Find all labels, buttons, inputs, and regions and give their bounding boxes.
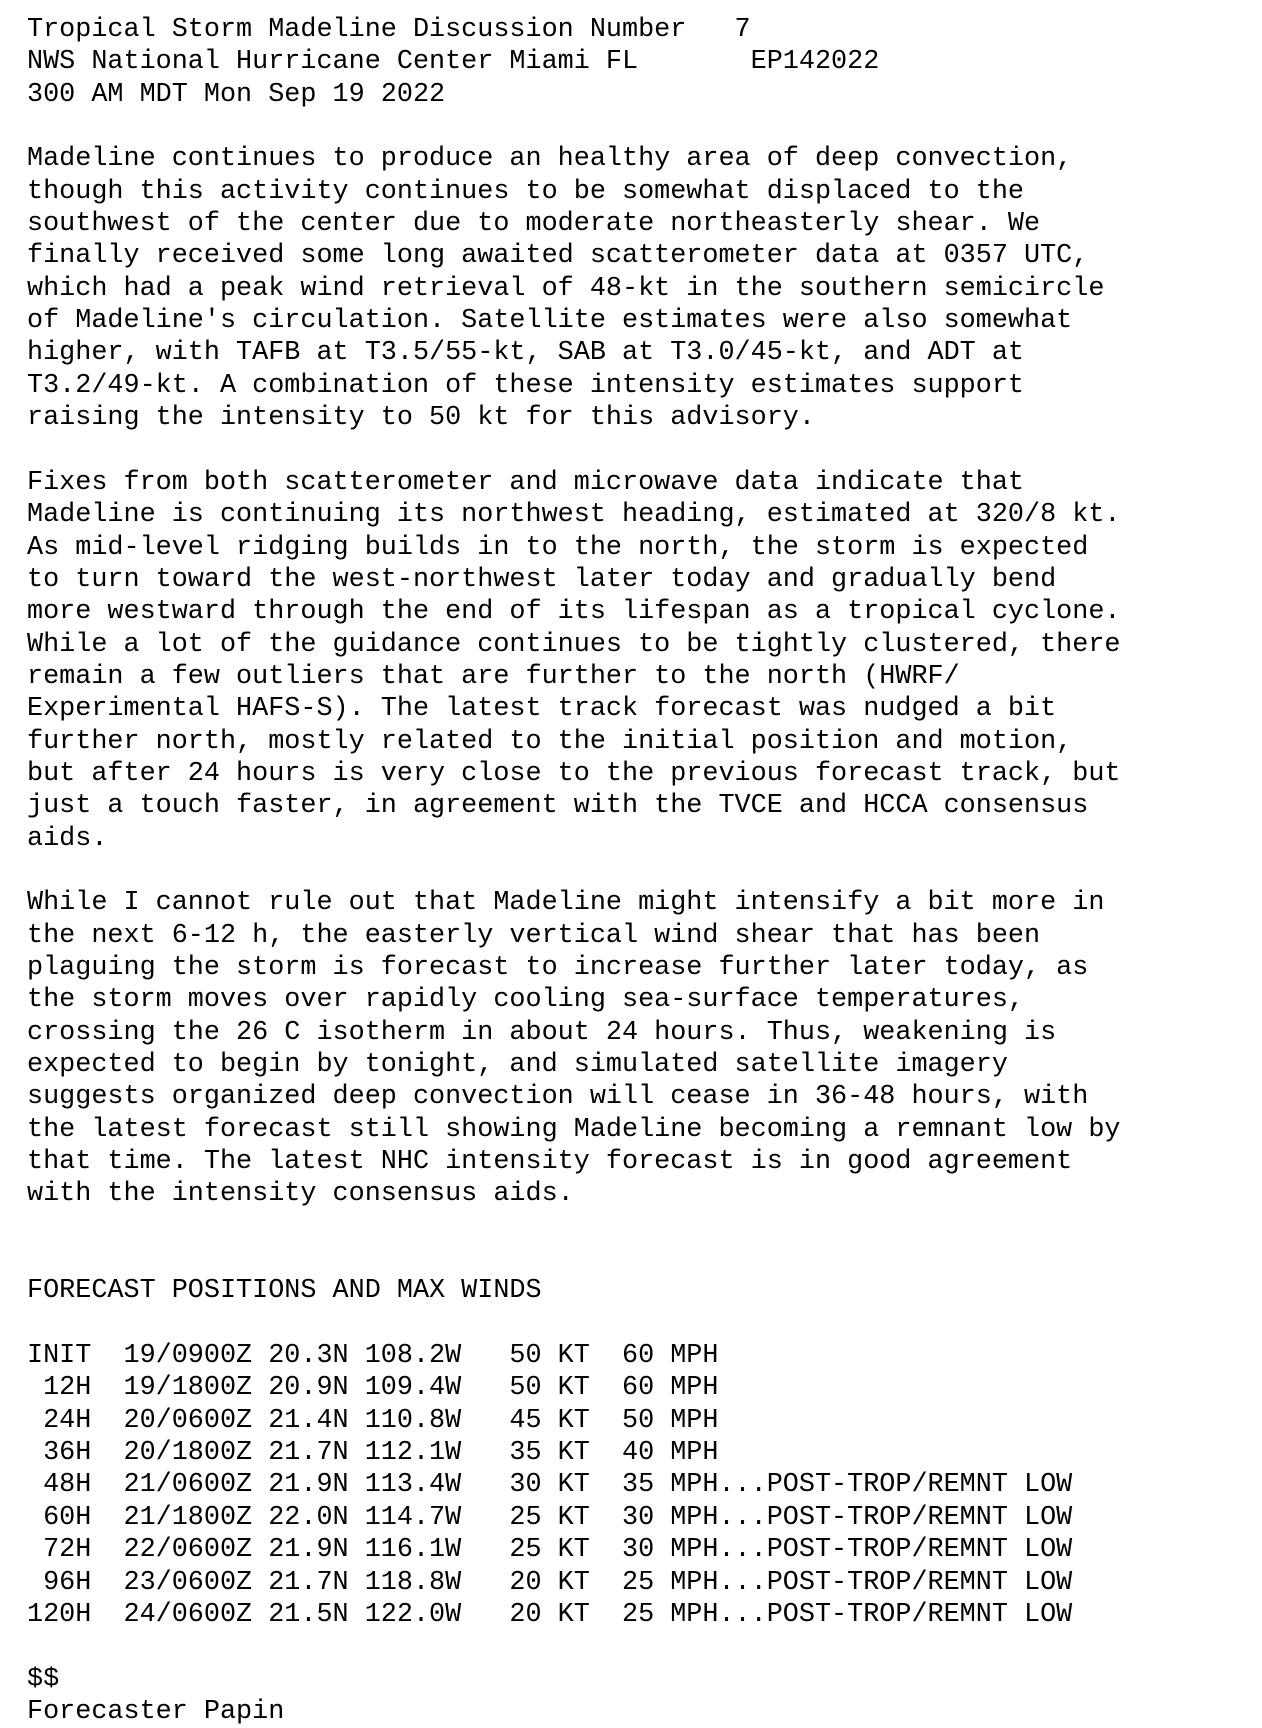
- paragraph-track-forecast: [27, 467, 1262, 855]
- text-line: raising the intensity to 50 kt for this advisory.: [27, 403, 815, 434]
- text-line: aids.: [27, 823, 108, 854]
- forecast-row: 36H 20/1800Z 21.7N 112.1W 35 KT 40 MPH: [27, 1438, 719, 1469]
- end-marker: $$: [27, 1664, 60, 1695]
- text-line: finally received some long awaited scatterometer data at 0357 UTC,: [27, 241, 1089, 272]
- forecast-row: 96H 23/0600Z 21.7N 118.8W 20 KT 25 MPH...POST-TROP/REMNT LOW: [27, 1567, 1073, 1598]
- text-line: Madeline is continuing its northwest heading, estimated at 320/8 kt.: [27, 500, 1121, 531]
- text-line: crossing the 26 C isotherm in about 24 hours. Thus, weakening is: [27, 1017, 1057, 1048]
- text-line: remain a few outliers that are further to the north (HWRF/: [27, 661, 960, 692]
- text-line: expected to begin by tonight, and simulated satellite imagery: [27, 1050, 1008, 1080]
- text-line: the latest forecast still showing Madeline becoming a remnant low by: [27, 1114, 1121, 1145]
- text-line: T3.2/49-kt. A combination of these intensity estimates support: [27, 370, 1025, 401]
- text-line: Experimental HAFS-S). The latest track forecast was nudged a bit: [27, 694, 1057, 725]
- text-line: the next 6-12 h, the easterly vertical wind shear that has been: [27, 920, 1041, 951]
- text-line: As mid-level ridging builds in to the north, the storm is expected: [27, 532, 1089, 563]
- text-line: which had a peak wind retrieval of 48-kt in the southern semicircle: [27, 273, 1105, 304]
- forecaster-signature: Forecaster Papin: [27, 1696, 285, 1727]
- spacer: [27, 1243, 1262, 1275]
- text-line: that time. The latest NHC intensity forecast is in good agreement: [27, 1147, 1073, 1178]
- discussion-title: Tropical Storm Madeline Discussion Number 7: [27, 15, 751, 45]
- text-line: further north, mostly related to the initial position and motion,: [27, 726, 1073, 757]
- text-line: While a lot of the guidance continues to be tightly clustered, there: [27, 629, 1121, 660]
- paragraph-intensity-analysis: [27, 143, 1262, 434]
- forecast-row: 12H 19/1800Z 20.9N 109.4W 50 KT 60 MPH: [27, 1373, 719, 1404]
- forecast-row: 120H 24/0600Z 21.5N 122.0W 20 KT 25 MPH...POST-TROP/REMNT LOW: [27, 1599, 1073, 1630]
- forecast-row: 48H 21/0600Z 21.9N 113.4W 30 KT 35 MPH...POST-TROP/REMNT LOW: [27, 1470, 1073, 1501]
- text-line: Fixes from both scatterometer and microwave data indicate that: [27, 467, 1025, 498]
- spacer: [27, 1211, 1262, 1243]
- forecast-row: INIT 19/0900Z 20.3N 108.2W 50 KT 60 MPH: [27, 1341, 719, 1372]
- text-line: just a touch faster, in agreement with the TVCE and HCCA consensus: [27, 791, 1089, 822]
- text-line: of Madeline's circulation. Satellite estimates were also somewhat: [27, 306, 1073, 337]
- text-line: plaguing the storm is forecast to increase further later today, as: [27, 952, 1089, 983]
- issuing-office: NWS National Hurricane Center Miami FL EP142022: [27, 47, 880, 78]
- text-line: to turn toward the west-northwest later today and gradually bend: [27, 564, 1057, 595]
- text-line: southwest of the center due to moderate northeasterly shear. We: [27, 209, 1041, 240]
- text-line: the storm moves over rapidly cooling sea-surface temperatures,: [27, 985, 1025, 1016]
- spacer: [27, 1308, 1262, 1340]
- text-line: suggests organized deep convection will cease in 36-48 hours, with: [27, 1082, 1089, 1113]
- forecast-row: 24H 20/0600Z 21.4N 110.8W 45 KT 50 MPH: [27, 1405, 719, 1436]
- forecast-row: 60H 21/1800Z 22.0N 114.7W 25 KT 30 MPH...POST-TROP/REMNT LOW: [27, 1502, 1073, 1533]
- spacer: [27, 434, 1262, 466]
- text-line: but after 24 hours is very close to the previous forecast track, but: [27, 758, 1121, 789]
- spacer: [27, 1631, 1262, 1663]
- text-line: with the intensity consensus aids.: [27, 1179, 574, 1210]
- spacer: [27, 855, 1262, 887]
- forecast-table-heading: FORECAST POSITIONS AND MAX WINDS: [27, 1276, 542, 1307]
- spacer: [27, 111, 1262, 143]
- paragraph-intensity-forecast: [27, 887, 1262, 1210]
- text-line: more westward through the end of its lifespan as a tropical cyclone.: [27, 597, 1121, 628]
- text-line: Madeline continues to produce an healthy area of deep convection,: [27, 144, 1073, 175]
- forecast-table: [27, 1340, 1262, 1631]
- text-line: though this activity continues to be somewhat displaced to the: [27, 176, 1025, 207]
- text-line: While I cannot rule out that Madeline might intensify a bit more in: [27, 888, 1105, 919]
- forecast-row: 72H 22/0600Z 21.9N 116.1W 25 KT 30 MPH...POST-TROP/REMNT LOW: [27, 1535, 1073, 1566]
- text-line: higher, with TAFB at T3.5/55-kt, SAB at T3.0/45-kt, and ADT at: [27, 338, 1025, 369]
- issue-time: 300 AM MDT Mon Sep 19 2022: [27, 79, 446, 110]
